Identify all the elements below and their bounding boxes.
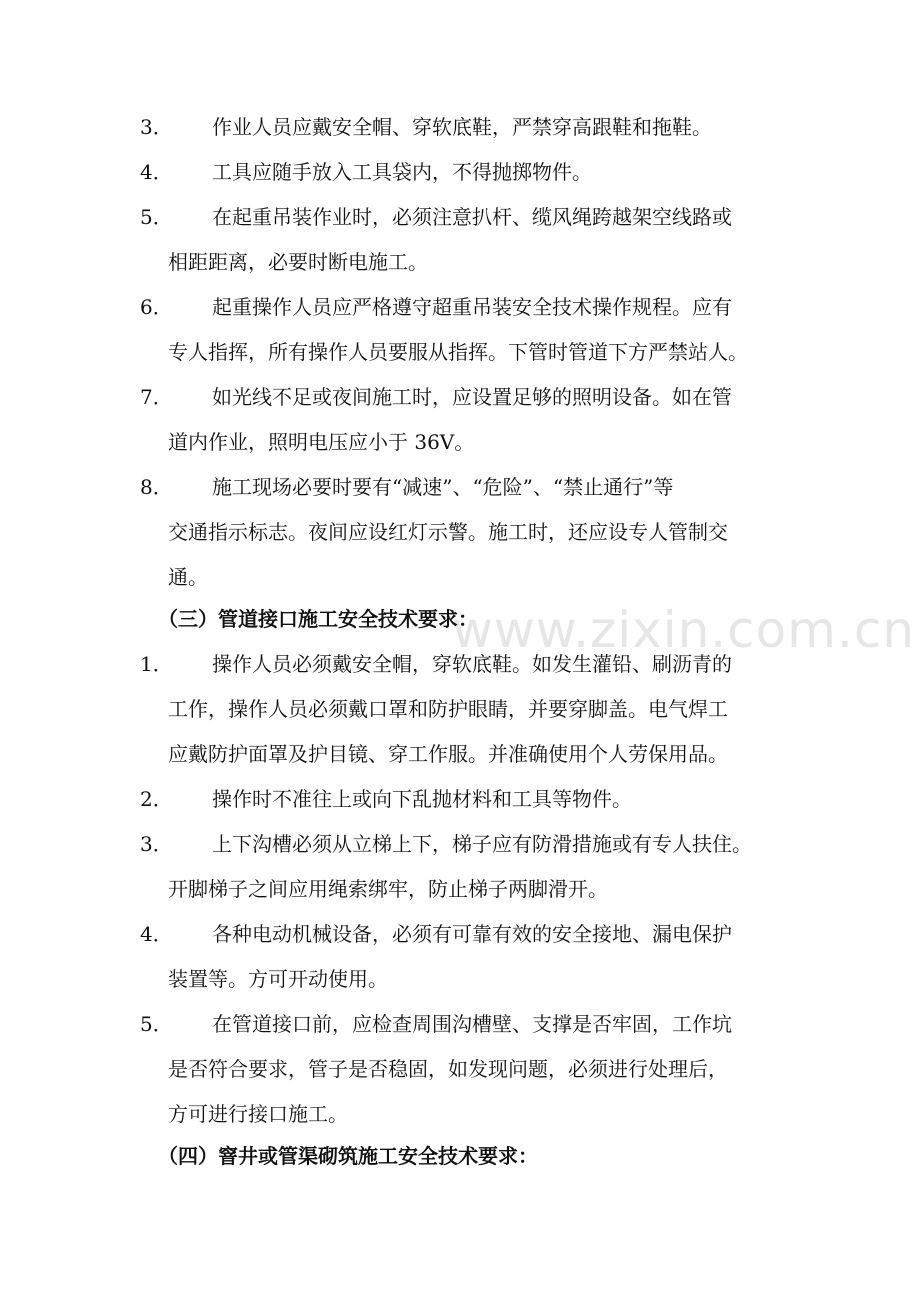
list-item-number: 8． bbox=[140, 475, 173, 499]
list-item-text-continued: 道内作业，照明电压应小于 36V。 bbox=[168, 430, 475, 454]
list-item-text: 施工现场必要时要有“减速”、“危险”、“禁止通行”等 bbox=[212, 475, 674, 499]
list-item-text-continued: 相距距离，必要时断电施工。 bbox=[168, 250, 428, 274]
list-item-number: 4． bbox=[140, 160, 173, 184]
list-item-number: 7． bbox=[140, 385, 173, 409]
list-item-text: 如光线不足或夜间施工时，应设置足够的照明设备。如在管 bbox=[212, 385, 732, 409]
list-item-number: 4． bbox=[140, 922, 173, 946]
list-item-number: 5． bbox=[140, 205, 173, 229]
section-heading-3: （三）管道接口施工安全技术要求： bbox=[158, 607, 478, 631]
watermark: www.zixin.com.cn bbox=[452, 601, 916, 659]
list-item-text: 作业人员应戴安全帽、穿软底鞋，严禁穿高跟鞋和拖鞋。 bbox=[212, 115, 712, 139]
list-item-text: 上下沟槽必须从立梯上下，梯子应有防滑措施或有专人扶住。 bbox=[212, 832, 752, 856]
list-item-text: 在管道接口前，应检查周围沟槽壁、支撑是否牢固，工作坑 bbox=[212, 1012, 732, 1036]
list-item-text-continued: 专人指挥，所有操作人员要服从指挥。下管时管道下方严禁站人。 bbox=[168, 340, 748, 364]
list-item-text: 起重操作人员应严格遵守超重吊装安全技术操作规程。应有 bbox=[212, 295, 732, 319]
list-item-text: 工具应随手放入工具袋内，不得抛掷物件。 bbox=[212, 160, 592, 184]
list-item-text-continued: 工作，操作人员必须戴口罩和防护眼睛，并要穿脚盖。电气焊工 bbox=[168, 697, 728, 721]
list-item-text-continued: 方可进行接口施工。 bbox=[168, 1102, 348, 1126]
list-item-number: 1． bbox=[140, 652, 173, 676]
list-item-text-continued: 是否符合要求，管子是否稳固，如发现问题，必须进行处理后， bbox=[168, 1057, 728, 1081]
list-item-text: 各种电动机械设备，必须有可靠有效的安全接地、漏电保护 bbox=[212, 922, 732, 946]
list-item-text-continued: 通。 bbox=[168, 565, 208, 589]
list-item-text: 在起重吊装作业时，必须注意扒杆、缆风绳跨越架空线路或 bbox=[212, 205, 732, 229]
list-item-number: 3． bbox=[140, 832, 173, 856]
list-item-text-continued: 开脚梯子之间应用绳索绑牢，防止梯子两脚滑开。 bbox=[168, 877, 608, 901]
section-heading-4: （四）窨井或管渠砌筑施工安全技术要求： bbox=[158, 1144, 538, 1168]
list-item-number: 6． bbox=[140, 295, 173, 319]
list-item-number: 2． bbox=[140, 787, 173, 811]
list-item-number: 5． bbox=[140, 1012, 173, 1036]
list-item-text-continued: 装置等。方可开动使用。 bbox=[168, 967, 388, 991]
list-item-text-continued: 交通指示标志。夜间应设红灯示警。施工时，还应设专人管制交 bbox=[168, 520, 728, 544]
list-item-text-continued: 应戴防护面罩及护目镜、穿工作服。并准确使用个人劳保用品。 bbox=[168, 742, 728, 766]
list-item-number: 3． bbox=[140, 115, 173, 139]
list-item-text: 操作人员必须戴安全帽，穿软底鞋。如发生灌铅、刷沥青的 bbox=[212, 652, 732, 676]
list-item-text: 操作时不准往上或向下乱抛材料和工具等物件。 bbox=[212, 787, 632, 811]
